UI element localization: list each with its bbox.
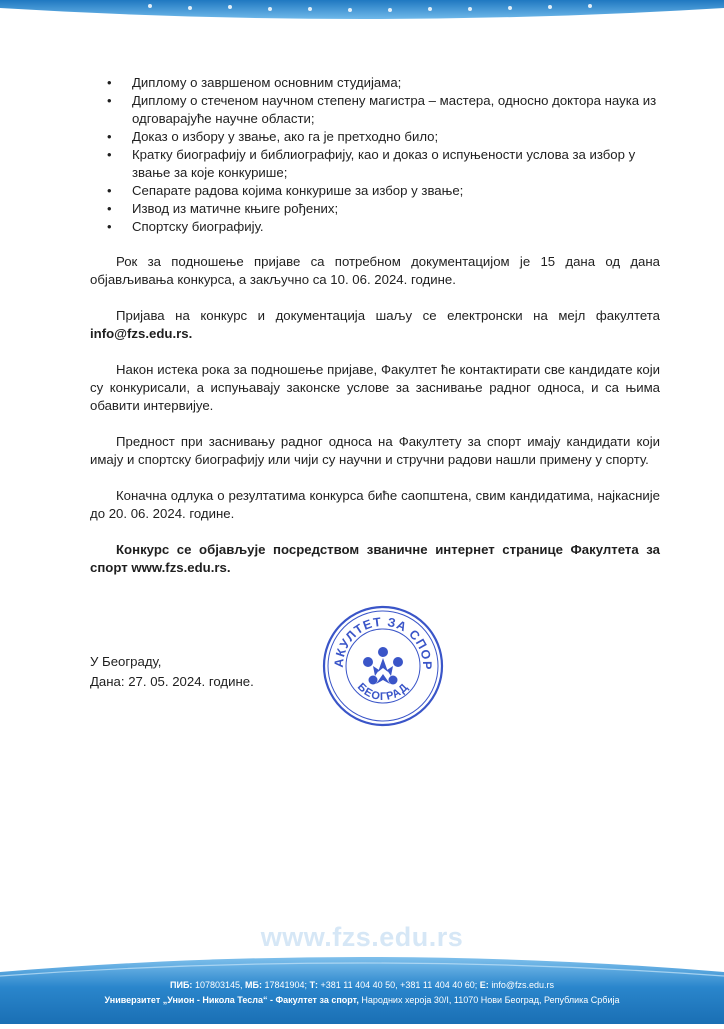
list-item: • Извод из матичне књиге рођених;	[90, 200, 660, 218]
mb-value: 17841904;	[264, 980, 308, 990]
mb-label: МБ:	[245, 980, 262, 990]
list-item: • Диплому о стеченом научном степену магистра – мастера, односно доктора наука из одговарајуће научне области;	[90, 92, 660, 128]
place-date	[90, 652, 254, 692]
address-text: Народних хероја 30/I, 11070 Нови Београд, Република Србија	[361, 995, 620, 1005]
date-text: Дана: 27. 05. 2024. године.	[90, 674, 254, 689]
decision-paragraph: Коначна одлука о резултатима конкурса биће саопштена, свим кандидатима, најкасније до 20. 06. 2024. године.	[90, 488, 660, 521]
requirements-list	[90, 74, 660, 236]
deadline-paragraph: Рок за подношење пријаве са потребном документацијом је 15 дана од дана објављивања конкурса, а закључно са 10. 06. 2024. године.	[90, 254, 660, 287]
institution-name: Универзитет „Унион - Никола Тесла“ - Факултет за спорт,	[104, 995, 359, 1005]
interview-paragraph: Након истека рока за подношење пријаве, Факултет ће контактирати све кандидате који су конкурисали, а испуњавају законске услове за заснивање радног односа, и са њима обавити интервијуе.	[90, 362, 660, 413]
svg-text:БЕОГРАД	[355, 681, 411, 703]
preference-paragraph: Предност при заснивању радног односа на Факултету за спорт имају кандидати који имају и спортску биографију или чији су научни и стручни радови нашли примену у спорту.	[90, 434, 660, 467]
submission-paragraph	[90, 307, 660, 343]
pib-value: 107803145,	[194, 980, 243, 990]
website-watermark: www.fzs.edu.rs	[260, 922, 464, 952]
list-item: • Доказ о избору у звање, ако га је претходно било;	[90, 128, 660, 146]
tel-value: +381 11 404 40 50, +381 11 404 40 60;	[320, 980, 478, 990]
submission-text: Пријава на конкурс и документација шаљу се електронски на мејл факултета	[116, 308, 660, 323]
submission-email: info@fzs.edu.rs.	[90, 326, 193, 341]
seal-top-text: АКУЛТЕТ ЗА СПОР	[331, 614, 435, 671]
seal-bottom-text: БЕОГРАД	[354, 680, 412, 704]
place-text: У Београду,	[90, 654, 162, 669]
seal-emblem-icon	[363, 647, 403, 685]
header-banner	[0, 0, 724, 26]
list-item: • Сепарате радова којима конкурише за избор у звање;	[90, 182, 660, 200]
svg-text:ФАКУЛТЕТ ЗА СПОРТ	[321, 604, 434, 670]
footer-email: info@fzs.edu.rs	[491, 980, 554, 990]
footer-address	[0, 994, 724, 1006]
pib-label: ПИБ:	[170, 980, 193, 990]
list-item: • Кратку биографију и библиографију, као и доказ о испуњености услова за избор у звање за које конкурише;	[90, 146, 660, 182]
publication-notice: Конкурс се објављује посредством званичне интернет странице Факултета за спорт www.fzs.edu.rs.	[90, 542, 660, 575]
document-body	[90, 74, 660, 590]
list-item: • Диплому о завршеном основним студијама;	[90, 74, 660, 92]
official-seal	[321, 604, 445, 728]
footer-contacts	[0, 979, 724, 991]
tel-label: Т:	[309, 980, 318, 990]
list-item: • Спортску биографију.	[90, 218, 660, 236]
email-label: Е:	[479, 980, 489, 990]
